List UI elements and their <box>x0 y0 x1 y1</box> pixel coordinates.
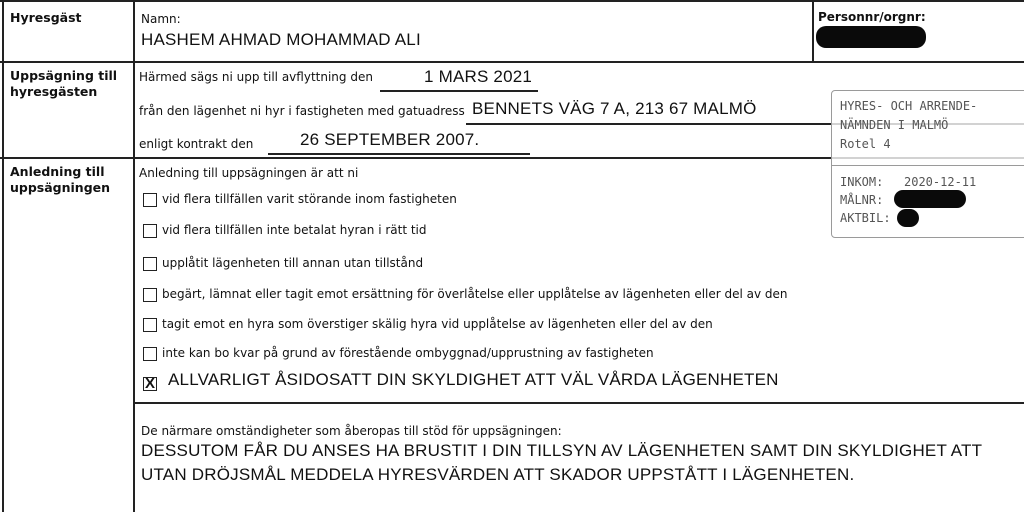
left-border <box>2 0 4 512</box>
move-out-date-label: Härmed sägs ni upp till avflyttning den <box>139 70 373 84</box>
checkbox-renovation[interactable] <box>143 347 157 361</box>
redacted-aktbil <box>897 209 919 227</box>
stamp-court-line-2: NÄMNDEN I MALMÖ <box>840 118 949 132</box>
stamp-malnr-label: MÅLNR: <box>840 193 884 207</box>
option-transfer-payment-label: begärt, lämnat eller tagit emot ersättning för överlåtelse eller upplåtelse av lägenheten eller del av den <box>162 287 788 301</box>
address-value: BENNETS VÄG 7 A, 213 67 MALMÖ <box>472 99 757 118</box>
redacted-malnr <box>894 190 966 208</box>
row-divider-1 <box>0 61 1024 63</box>
stamp-court-line-1: HYRES- OCH ARRENDE- <box>840 99 978 113</box>
stamp-rotel: Rotel 4 <box>840 137 891 151</box>
termination-section-label: Uppsägning till hyresgästen <box>10 68 118 99</box>
option-neglect-label: ALLVARLIGT ÅSIDOSATT DIN SKYLDIGHET ATT VÄL VÅRDA LÄGENHETEN <box>168 370 779 389</box>
name-label: Namn: <box>141 12 181 26</box>
stamp-aktbil-label: AKTBIL: <box>840 211 891 225</box>
circumstances-line-1: DESSUTOM FÅR DU ANSES HA BRUSTIT I DIN TILLSYN AV LÄGENHETEN SAMT DIN SKYLDIGHET ATT <box>141 441 983 460</box>
option-unauthorized-sublet-label: upplåtit lägenheten till annan utan tillstånd <box>162 256 424 270</box>
stamp-inkom-label: INKOM: <box>840 175 884 189</box>
personnr-label: Personnr/orgnr: <box>818 10 926 24</box>
checkbox-disturbing[interactable] <box>143 193 157 207</box>
row-divider-top <box>0 0 1024 2</box>
option-late-rent-label: vid flera tillfällen inte betalat hyran i rätt tid <box>162 223 427 237</box>
checkbox-unauthorized-sublet[interactable] <box>143 257 157 271</box>
checkbox-transfer-payment[interactable] <box>143 288 157 302</box>
grounds-section-label: Anledning till uppsägningen <box>10 164 111 195</box>
option-excessive-rent-label: tagit emot en hyra som överstiger skälig hyra vid upplåtelse av lägenheten eller del av den <box>162 317 713 331</box>
contract-date-label: enligt kontrakt den <box>139 137 254 151</box>
circumstances-line-2: UTAN DRÖJSMÅL MEDDELA HYRESVÄRDEN ATT SKADOR UPPSTÅTT I LÄGENHETEN. <box>141 465 855 484</box>
option-disturbing-label: vid flera tillfällen varit störande inom fastigheten <box>162 192 457 206</box>
tenant-name-value: HASHEM AHMAD MOHAMMAD ALI <box>141 30 421 49</box>
move-out-date-underline <box>380 90 538 92</box>
grounds-intro: Anledning till uppsägningen är att ni <box>139 166 359 180</box>
option-renovation-label: inte kan bo kvar på grund av förestående ombyggnad/upprustning av fastigheten <box>162 346 654 360</box>
stamp-divider <box>832 165 1024 166</box>
stamp-inkom-date: 2020-12-11 <box>904 175 977 189</box>
checkbox-excessive-rent[interactable] <box>143 318 157 332</box>
tenant-section-label: Hyresgäst <box>10 10 82 25</box>
address-label: från den lägenhet ni hyr i fastigheten med gatuadress <box>139 104 465 118</box>
redacted-personnr <box>816 26 926 48</box>
court-stamp <box>831 90 1024 238</box>
circumstances-label: De närmare omständigheter som åberopas till stöd för uppsägningen: <box>141 424 562 438</box>
circumstances-divider <box>133 402 1024 404</box>
label-column-divider <box>133 0 135 512</box>
id-column-divider <box>812 0 814 61</box>
move-out-date-value: 1 MARS 2021 <box>424 67 533 86</box>
checkbox-late-rent[interactable] <box>143 224 157 238</box>
checkbox-neglect[interactable]: X <box>144 375 155 392</box>
contract-date-underline <box>268 153 530 155</box>
contract-date-value: 26 SEPTEMBER 2007. <box>300 130 480 149</box>
